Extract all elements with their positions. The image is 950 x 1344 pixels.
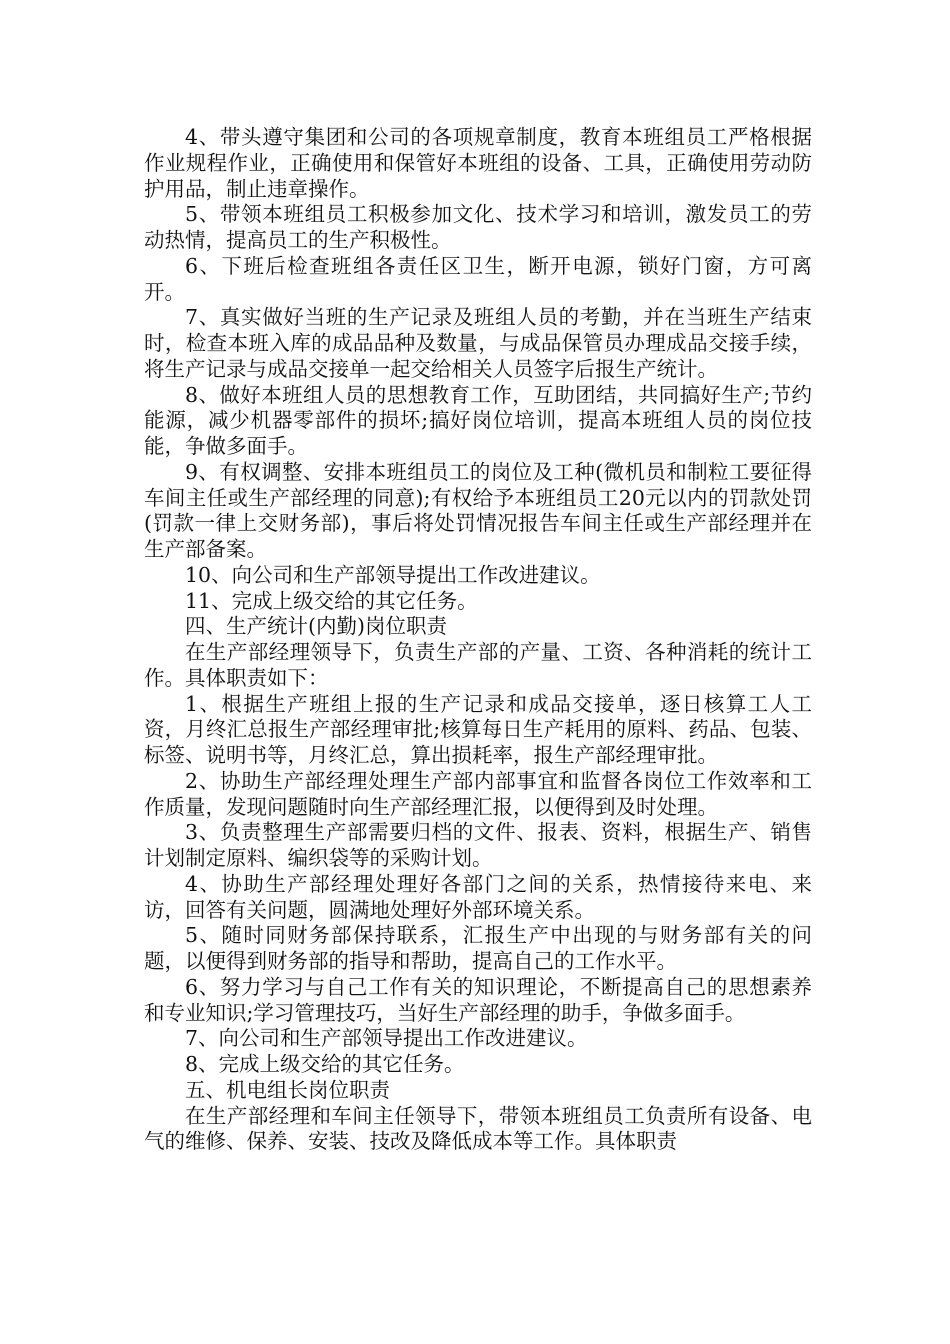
document-body — [144, 125, 812, 1155]
paragraph-leader-item-7: 7、真实做好当班的生产记录及班组人员的考勤，并在当班生产结束时，检查本班入库的成品品种及数量，与成品保管员办理成品交接手续，将生产记录与成品交接单一起交给相关人员签字后报生产统计。 — [144, 305, 812, 381]
section-heading-electromechanical: 五、机电组长岗位职责 — [185, 1077, 390, 1102]
paragraph-leader-item-9: 9、有权调整、安排本班组员工的岗位及工种(微机员和制粒工要征得车间主任或生产部经理的同意);有权给予本班组员工20元以内的罚款处罚(罚款一律上交财务部)，事后将处罚情况报告车间主任或生产部经理并在生产部备案。 — [144, 459, 812, 561]
paragraph-statistics-item-3: 3、负责整理生产部需要归档的文件、报表、资料，根据生产、销售计划制定原料、编织袋等的采购计划。 — [144, 820, 812, 870]
paragraph-electromechanical-intro: 在生产部经理和车间主任领导下，带领本班组员工负责所有设备、电气的维修、保养、安装、技改及降低成本等工作。具体职责 — [144, 1103, 812, 1154]
paragraph-statistics-item-8: 8、完成上级交给的其它任务。 — [185, 1052, 465, 1076]
paragraph-statistics-item-4: 4、协助生产部经理处理好各部门之间的关系，热情接待来电、来访，回答有关问题，圆满地处理好外部环境关系。 — [144, 871, 812, 922]
paragraph-statistics-item-6: 6、努力学习与自己工作有关的知识理论，不断提高自己的思想素养和专业知识;学习管理技巧，当好生产部经理的助手，争做多面手。 — [144, 974, 812, 1025]
paragraph-leader-item-11: 11、完成上级交给的其它任务。 — [185, 588, 478, 613]
paragraph-statistics-item-5: 5、随时同财务部保持联系，汇报生产中出现的与财务部有关的问题，以便得到财务部的指导和帮助，提高自己的工作水平。 — [144, 923, 812, 973]
paragraph-leader-item-5: 5、带领本班组员工积极参加文化、技术学习和培训，激发员工的劳动热情，提高员工的生产积极性。 — [144, 202, 812, 252]
paragraph-statistics-intro: 在生产部经理领导下，负责生产部的产量、工资、各种消耗的统计工作。具体职责如下： — [144, 640, 812, 690]
section-heading-statistics: 四、生产统计(内勤)岗位职责 — [185, 614, 447, 639]
paragraph-leader-item-8: 8、做好本班组人员的思想教育工作，互助团结，共同搞好生产;节约能源，减少机器零部件的损坏;搞好岗位培训，提高本班组人员的岗位技能，争做多面手。 — [144, 382, 812, 458]
paragraph-leader-item-4: 4、带头遵守集团和公司的各项规章制度，教育本班组员工严格根据作业规程作业，正确使用和保管好本班组的设备、工具，正确使用劳动防护用品，制止违章操作。 — [144, 125, 812, 201]
paragraph-leader-item-10: 10、向公司和生产部领导提出工作改进建议。 — [185, 562, 601, 587]
paragraph-statistics-item-7: 7、向公司和生产部领导提出工作改进建议。 — [185, 1026, 588, 1051]
paragraph-statistics-item-2: 2、协助生产部经理处理生产部内部事宜和监督各岗位工作效率和工作质量，发现问题随时向生产部经理汇报，以便得到及时处理。 — [144, 768, 812, 819]
paragraph-statistics-item-1: 1、根据生产班组上报的生产记录和成品交接单，逐日核算工人工资，月终汇总报生产部经理审批;核算每日生产耗用的原料、药品、包装、标签、说明书等，月终汇总，算出损耗率，报生产部经理审批。 — [144, 691, 812, 767]
paragraph-leader-item-6: 6、下班后检查班组各责任区卫生，断开电源，锁好门窗，方可离开。 — [144, 253, 812, 304]
